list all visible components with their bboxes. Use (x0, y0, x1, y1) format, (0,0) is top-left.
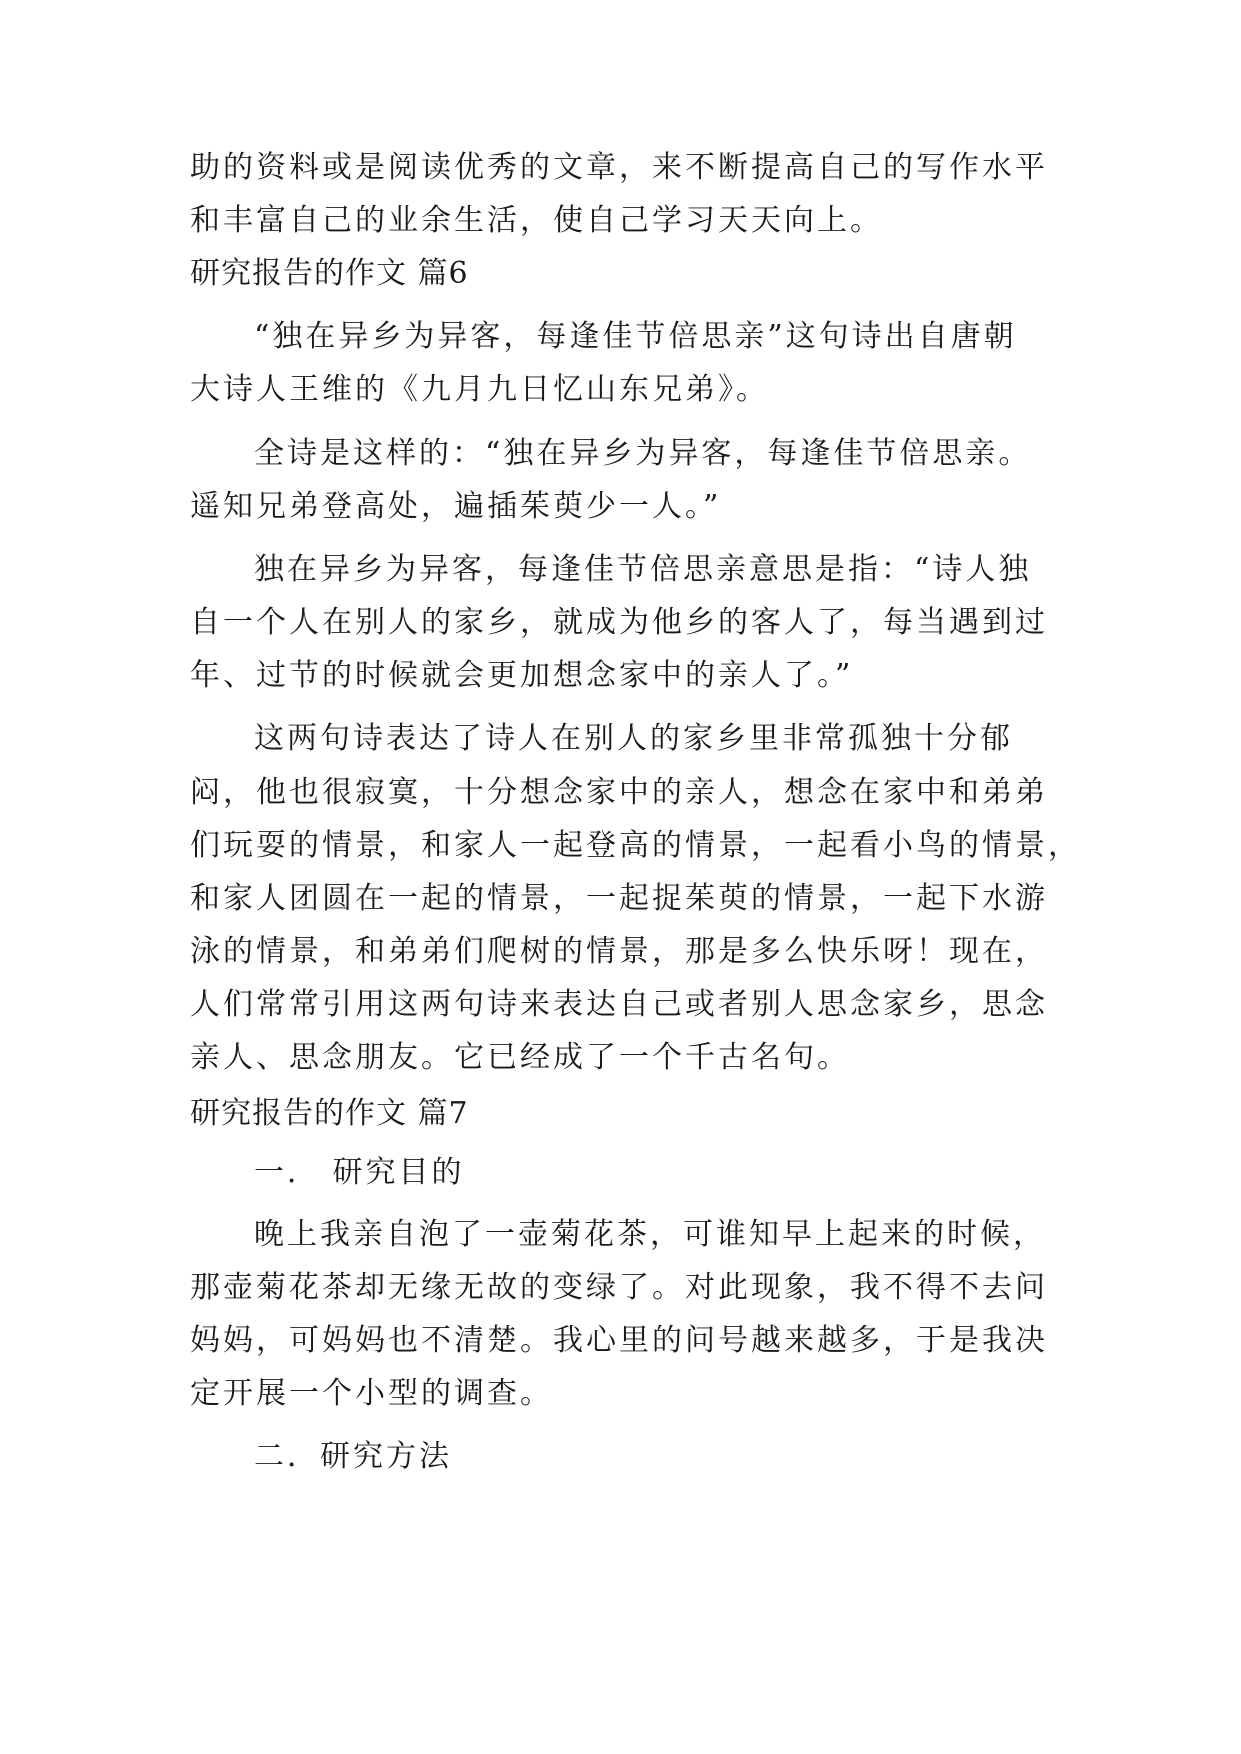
text-line: 独在异乡为异客，每逢佳节倍思亲意思是指：“诗人独 (254, 552, 1032, 587)
subsection-heading: 一． 研究目的 (254, 1155, 465, 1190)
text-line: 人们常常引用这两句诗来表达自己或者别人思念家乡，思念 (190, 987, 1048, 1022)
text-line: 们玩耍的情景，和家人一起登高的情景，一起看小鸟的情景， (190, 828, 1081, 863)
text-line: 和家人团圆在一起的情景，一起捉茱萸的情景，一起下水游 (190, 881, 1048, 916)
text-line: 大诗人王维的《九月九日忆山东兄弟》。 (190, 372, 769, 407)
text-line: 妈妈，可妈妈也不清楚。我心里的问号越来越多，于是我决 (190, 1323, 1048, 1358)
text-line: 这两句诗表达了诗人在别人的家乡里非常孤独十分郁 (254, 721, 1013, 756)
text-line: 泳的情景，和弟弟们爬树的情景，那是多么快乐呀！现在， (190, 934, 1048, 969)
text-line: 和丰富自己的业余生活，使自己学习天天向上。 (190, 203, 883, 238)
text-line: 那壶菊花茶却无缘无故的变绿了。对此现象，我不得不去问 (190, 1270, 1048, 1305)
section-heading: 研究报告的作文 篇7 (190, 1096, 469, 1131)
text-line: 自一个人在别人的家乡，就成为他乡的客人了，每当遇到过 (190, 605, 1048, 640)
text-line: 全诗是这样的：“独在异乡为异客，每逢佳节倍思亲。 (254, 436, 1032, 471)
text-line: 年、过节的时候就会更加想念家中的亲人了。” (190, 658, 854, 693)
text-line: 遥知兄弟登高处，遍插茱萸少一人。” (190, 489, 722, 524)
text-line: 亲人、思念朋友。它已经成了一个千古名句。 (190, 1040, 850, 1075)
text-line: 助的资料或是阅读优秀的文章，来不断提高自己的写作水平 (190, 150, 1048, 185)
subsection-heading: 二．研究方法 (254, 1439, 452, 1474)
section-heading: 研究报告的作文 篇6 (190, 256, 469, 291)
text-line: 闷，他也很寂寞，十分想念家中的亲人，想念在家中和弟弟 (190, 775, 1048, 810)
text-line: 定开展一个小型的调查。 (190, 1376, 553, 1411)
text-line: 晚上我亲自泡了一壶菊花茶，可谁知早上起来的时候， (254, 1217, 1046, 1252)
text-line: “独在异乡为异客，每逢佳节倍思亲”这句诗出自唐朝 (254, 319, 1017, 354)
